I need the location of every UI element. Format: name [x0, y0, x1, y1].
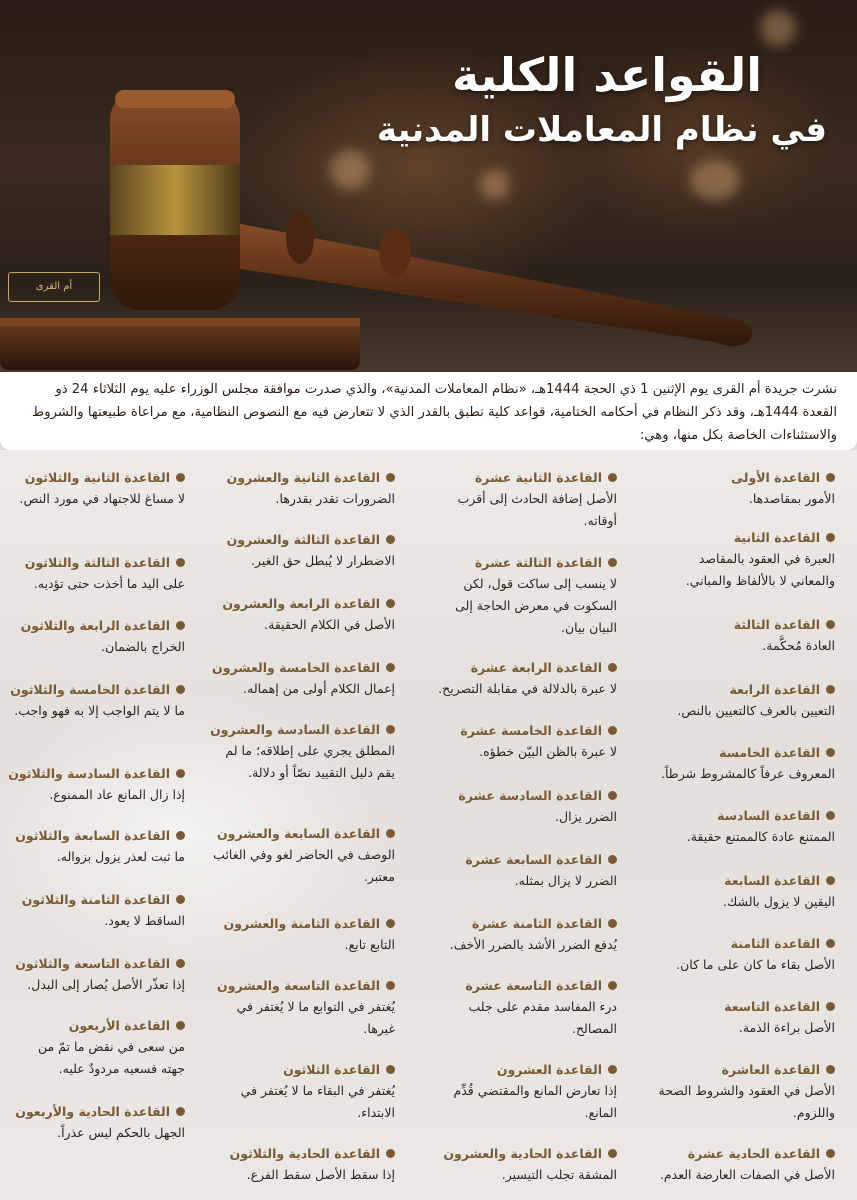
rule-title: القاعدة الرابعة عشرة: [470, 660, 602, 675]
rule-item: [655, 682, 835, 722]
rule-item: [655, 1062, 835, 1124]
rule-title: القاعدة الثالثة والعشرون: [226, 532, 380, 547]
rule-item: [13, 470, 185, 510]
rule-title: القاعدة الحادية والعشرون: [443, 1146, 602, 1161]
bullet-icon: [176, 959, 185, 968]
rule-item: [210, 1062, 395, 1124]
rule-title: القاعدة التاسعة والثلاثون: [15, 956, 170, 971]
rule-title: القاعدة الثانية والثلاثون: [24, 470, 170, 485]
rule-item: [437, 470, 617, 532]
rule-item: [437, 788, 617, 828]
rule-text: الجهل بالحكم ليس عذراً.: [57, 1125, 185, 1140]
rule-text: الخراج بالضمان.: [101, 639, 185, 654]
bullet-icon: [176, 473, 185, 482]
rule-text: ما لا يتم الواجب إلا به فهو واجب.: [14, 703, 185, 718]
rule-text: إذا تعارض المانع والمقتضي قُدِّم المانع.: [453, 1083, 617, 1120]
rule-item: [210, 596, 395, 636]
rule-text: اليقين لا يزول بالشك.: [723, 894, 835, 909]
rule-title: القاعدة الرابعة والعشرون: [222, 596, 380, 611]
bullet-icon: [608, 726, 617, 735]
rule-title: القاعدة العاشرة: [721, 1062, 820, 1077]
bullet-icon: [826, 748, 835, 757]
rule-title: القاعدة الرابعة والثلاثون: [20, 618, 170, 633]
rule-title: القاعدة الرابعة: [729, 682, 820, 697]
rule-text: الأصل في الكلام الحقيقة.: [264, 617, 395, 632]
rule-text: الساقط لا يعود.: [104, 913, 185, 928]
rule-title: القاعدة الثامنة والثلاثون: [21, 892, 170, 907]
rule-title: القاعدة الثالثة عشرة: [474, 555, 602, 570]
rule-title: القاعدة السادسة والعشرون: [210, 722, 380, 737]
rule-title: القاعدة الثامنة والعشرون: [223, 916, 380, 931]
rule-text: يُدفع الضرر الأشد بالضرر الأخف.: [449, 937, 617, 952]
bullet-icon: [826, 685, 835, 694]
rule-item: [13, 618, 185, 658]
rule-text: الوصف في الحاضر لغو وفي الغائب معتبر.: [213, 847, 395, 884]
logo: أم القرى: [8, 272, 100, 302]
rule-item: [655, 999, 835, 1039]
rule-title: القاعدة الثانية: [733, 530, 820, 545]
bullet-icon: [386, 663, 395, 672]
rule-item: [437, 852, 617, 892]
rule-text: الأصل براءة الذمة.: [738, 1020, 835, 1035]
bullet-icon: [386, 829, 395, 838]
bullet-icon: [386, 599, 395, 608]
rule-text: الضرورات تقدر بقدرها.: [275, 491, 395, 506]
rule-title: القاعدة الثامنة: [730, 936, 820, 951]
rule-text: لا مساغ للاجتهاد في مورد النص.: [19, 491, 185, 506]
rule-item: [210, 826, 395, 888]
bullet-icon: [826, 1065, 835, 1074]
rule-text: الضرر لا يزال بمثله.: [514, 873, 617, 888]
bullet-icon: [176, 1021, 185, 1030]
bullet-icon: [826, 1149, 835, 1158]
bullet-icon: [386, 473, 395, 482]
rule-text: المعروف عرفاً كالمشروط شرطاً.: [660, 766, 835, 781]
rule-item: [210, 916, 395, 956]
rule-title: القاعدة الثانية والعشرون: [226, 470, 380, 485]
rule-item: [13, 1104, 185, 1144]
rule-item: [210, 470, 395, 510]
rule-item: [655, 745, 835, 785]
rule-text: المشقة تجلب التيسير.: [501, 1167, 617, 1182]
hero-banner: [0, 0, 857, 375]
bullet-icon: [826, 876, 835, 885]
rule-title: القاعدة الثانية عشرة: [474, 470, 602, 485]
rule-item: [210, 722, 395, 784]
bullet-icon: [386, 1065, 395, 1074]
rule-text: الأصل في الصفات العارضة العدم.: [659, 1167, 835, 1182]
rule-item: [13, 1018, 185, 1080]
rule-item: [210, 978, 395, 1040]
rule-title: القاعدة التاسعة والعشرون: [217, 978, 380, 993]
rule-text: الأصل في العقود والشروط الصحة واللزوم.: [658, 1083, 835, 1120]
rule-item: [8, 766, 185, 806]
rule-item: [13, 892, 185, 932]
rule-title: القاعدة السابعة عشرة: [465, 852, 602, 867]
rule-item: [13, 956, 185, 996]
intro-paragraph: نشرت جريدة أم القرى يوم الإثنين 1 ذي الحجة 1444هـ، «نظام المعاملات المدنية»، والذي صدرت موافقة مجلس الوزراء عليه يوم الثلاثاء 24 ذو القعدة 1444هـ، وقد ذكر النظام في أحكامه الختامية، قواعد كلية تطبق بالقدر الذي لا تتعارض فيه مع النصوص النظامية، مع مراعاة طبيعتها والشروط والاستثناءات الخاصة بكل منها، وهي:: [0, 372, 857, 450]
rule-title: القاعدة السابعة: [724, 873, 820, 888]
rule-title: القاعدة الخامسة: [719, 745, 820, 760]
rule-item: [655, 617, 835, 657]
rule-title: القاعدة السادسة عشرة: [458, 788, 602, 803]
rule-text: إذا تعذّر الأصل يُصار إلى البدل.: [27, 977, 185, 992]
rules-section: [0, 450, 857, 1200]
bullet-icon: [826, 473, 835, 482]
rule-title: القاعدة التاسعة: [724, 999, 820, 1014]
rule-item: [655, 470, 835, 510]
rule-text: التابع تابع.: [344, 937, 395, 952]
rule-title: القاعدة الحادية والأربعون: [15, 1104, 170, 1119]
bullet-icon: [608, 473, 617, 482]
rule-item: [437, 1146, 617, 1186]
rule-text: إعمال الكلام أولى من إهماله.: [243, 681, 395, 696]
rule-item: [13, 828, 185, 868]
bullet-icon: [608, 663, 617, 672]
page-title: القواعد الكلية: [451, 48, 762, 102]
rule-text: يُغتفر في البقاء ما لا يُغتفر في الابتداء.: [240, 1083, 395, 1120]
bullet-icon: [386, 1149, 395, 1158]
rule-title: القاعدة التاسعة عشرة: [465, 978, 602, 993]
rule-title: القاعدة السابعة والعشرون: [217, 826, 380, 841]
rule-text: من سعى في نقض ما تمّ من جهته فسعيه مردودٌ عليه.: [38, 1039, 185, 1076]
rule-title: القاعدة السادسة والثلاثون: [8, 766, 170, 781]
rule-item: [437, 916, 617, 956]
bullet-icon: [176, 895, 185, 904]
rule-item: [655, 936, 835, 976]
rule-text: إذا سقط الأصل سقط الفرع.: [246, 1167, 395, 1182]
rule-text: التعيين بالعرف كالتعيين بالنص.: [677, 703, 835, 718]
rule-item: [210, 660, 395, 700]
rule-text: إذا زال المانع عاد الممنوع.: [49, 787, 185, 802]
rules-column-2: [437, 450, 617, 1200]
rule-item: [655, 873, 835, 913]
rules-column-4: [8, 450, 185, 1200]
rule-text: العادة مُحكَّمة.: [762, 638, 835, 653]
bullet-icon: [386, 535, 395, 544]
rule-title: القاعدة الأولى: [731, 470, 820, 485]
bullet-icon: [608, 919, 617, 928]
rule-text: درء المفاسد مقدم على جلب المصالح.: [468, 999, 617, 1036]
rule-text: العبرة في العقود بالمقاصد والمعاني لا بالألفاظ والمباني.: [685, 551, 835, 588]
rule-item: [10, 682, 185, 722]
rule-title: القاعدة الحادية عشرة: [687, 1146, 820, 1161]
rule-text: المطلق يجري على إطلاقه؛ ما لم يقم دليل التقييد نصّاً أو دلالة.: [225, 743, 395, 780]
rule-text: لا عبرة بالدلالة في مقابلة التصريح.: [438, 681, 617, 696]
rules-column-1: [655, 450, 835, 1200]
rule-title: القاعدة الأربعون: [68, 1018, 170, 1033]
rule-title: القاعدة السابعة والثلاثون: [15, 828, 170, 843]
bullet-icon: [176, 621, 185, 630]
bullet-icon: [608, 855, 617, 864]
bullet-icon: [826, 1002, 835, 1011]
bullet-icon: [176, 831, 185, 840]
bullet-icon: [176, 1107, 185, 1116]
bullet-icon: [176, 769, 185, 778]
bullet-icon: [608, 558, 617, 567]
bullet-icon: [826, 811, 835, 820]
bullet-icon: [608, 791, 617, 800]
bullet-icon: [608, 1149, 617, 1158]
rule-title: القاعدة الخامسة والثلاثون: [10, 682, 170, 697]
rule-title: القاعدة الثامنة عشرة: [471, 916, 602, 931]
rule-item: [437, 978, 617, 1040]
rule-title: القاعدة الحادية والثلاثون: [229, 1146, 380, 1161]
rule-item: [655, 1146, 835, 1186]
rule-text: يُغتفر في التوابع ما لا يُغتفر في غيرها.: [236, 999, 395, 1036]
rule-item: [437, 723, 617, 763]
bullet-icon: [826, 533, 835, 542]
bokeh-light: [760, 10, 796, 46]
bullet-icon: [176, 558, 185, 567]
bullet-icon: [608, 981, 617, 990]
rule-title: القاعدة الخامسة عشرة: [460, 723, 602, 738]
rules-column-3: [210, 450, 395, 1200]
rule-text: لا ينسب إلى ساكت قول، لكن السكوت في معرض الحاجة إلى البيان بيان.: [455, 576, 617, 635]
bullet-icon: [176, 685, 185, 694]
rule-title: القاعدة الثلاثون: [283, 1062, 380, 1077]
rule-item: [437, 660, 617, 700]
bullet-icon: [386, 725, 395, 734]
rule-text: الاضطرار لا يُبطل حق الغير.: [251, 553, 395, 568]
rule-item: [655, 808, 835, 848]
bullet-icon: [826, 939, 835, 948]
rule-item: [437, 555, 617, 639]
page-subtitle: في نظام المعاملات المدنية: [376, 110, 827, 150]
rule-title: القاعدة الثالثة والثلاثون: [24, 555, 170, 570]
rule-title: القاعدة السادسة: [717, 808, 820, 823]
rule-text: ما ثبت لعذر يزول بزواله.: [56, 849, 185, 864]
rule-text: على اليد ما أخذت حتى تؤديه.: [33, 576, 185, 591]
rule-text: الأصل بقاء ما كان على ما كان.: [676, 957, 835, 972]
rule-text: لا عبرة بالظن البيّن خطؤه.: [479, 744, 617, 759]
bullet-icon: [386, 981, 395, 990]
rule-item: [655, 530, 835, 592]
rule-title: القاعدة العشرون: [496, 1062, 602, 1077]
bullet-icon: [826, 620, 835, 629]
bullet-icon: [608, 1065, 617, 1074]
rule-text: الممتنع عادة كالممتنع حقيقة.: [686, 829, 835, 844]
bullet-icon: [386, 919, 395, 928]
rule-item: [210, 532, 395, 572]
rule-item: [437, 1062, 617, 1124]
rule-title: القاعدة الثالثة: [733, 617, 820, 632]
rule-text: الأمور بمقاصدها.: [748, 491, 835, 506]
rule-item: [13, 555, 185, 595]
rule-text: الأصل إضافة الحادث إلى أقرب أوقاته.: [457, 491, 617, 528]
rule-text: الضرر يزال.: [555, 809, 617, 824]
rule-title: القاعدة الخامسة والعشرون: [212, 660, 380, 675]
rule-item: [210, 1146, 395, 1186]
